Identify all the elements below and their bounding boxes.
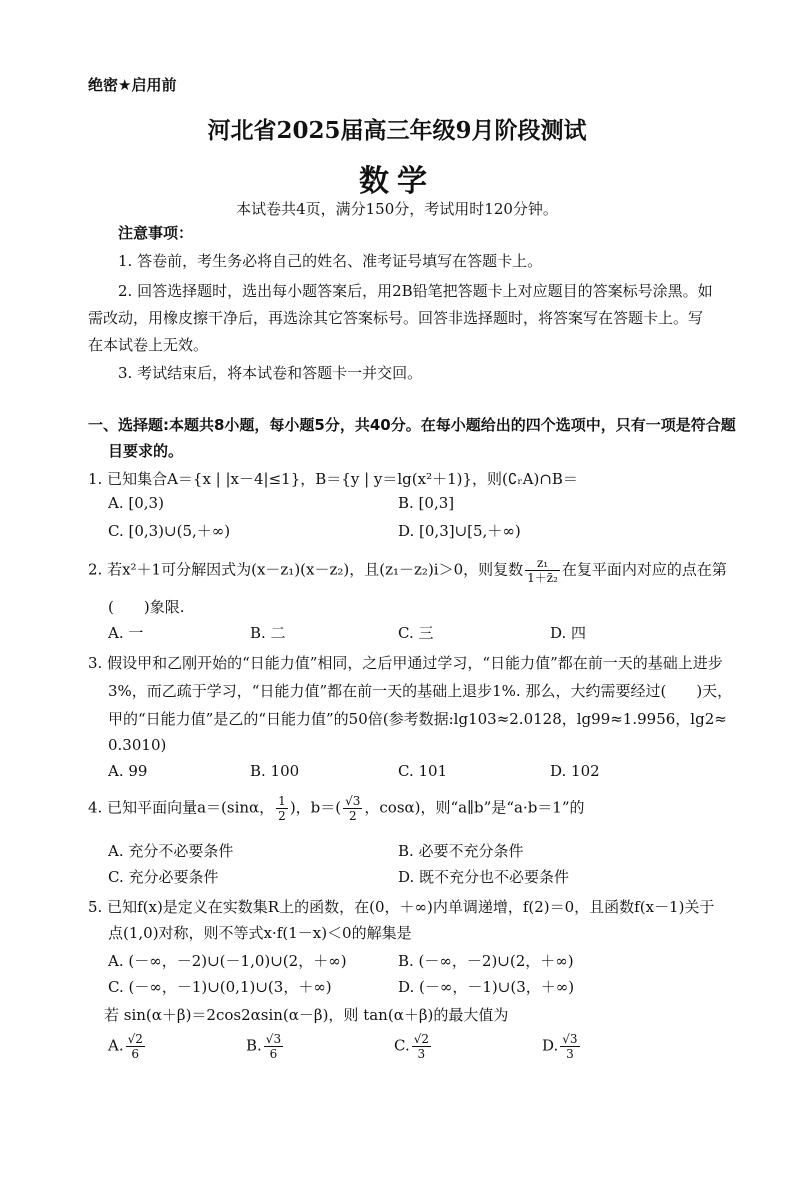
notice-item-2-line3: 在本试卷上无效。 [88, 336, 209, 354]
exam-info: 本试卷共4页，满分150分，考试用时120分钟。 [236, 200, 558, 218]
notice-item-1: 1. 答卷前，考生务必将自己的姓名、准考证号填写在答题卡上。 [118, 252, 543, 270]
question-5-line2: 点(1,0)对称，则不等式x·f(1－x)＜0的解集是 [108, 924, 412, 942]
question-6-option-d [542, 1032, 582, 1061]
option-label: A. [108, 1036, 124, 1055]
fraction-numerator: √3 [345, 794, 361, 808]
fraction-denominator: 2 [348, 809, 357, 823]
question-6-stem: 若 sin(α＋β)＝2cos2αsin(α－β)，则 tan(α＋β)的最大值为 [104, 1006, 509, 1024]
question-4-option-a: A. 充分不必要条件 [108, 842, 234, 860]
option-label: C. [394, 1036, 410, 1055]
fraction-denominator: 6 [131, 1047, 140, 1061]
question-3-line4: 0.3010) [108, 736, 167, 754]
fraction-numerator: √2 [127, 1032, 143, 1046]
subject-title: 数学 [359, 164, 435, 199]
exam-title: 河北省2025届高三年级9月阶段测试 [207, 117, 587, 144]
question-2-stem-pre: 2. 若x²＋1可分解因式为(x－z₁)(x－z₂)，且(z₁－z₂)i＞0，则复数 [88, 560, 524, 579]
notice-item-2-line1: 2. 回答选择题时，选出每小题答案后，用2B铅笔把答题卡上对应题目的答案标号涂黑。如 [118, 282, 713, 300]
fraction-denominator: 3 [566, 1047, 574, 1061]
question-5-option-d: D. (－∞，－1)∪(3，＋∞) [398, 978, 575, 996]
question-6-option-c [394, 1032, 433, 1061]
question-6-option-a [108, 1032, 147, 1061]
question-4-stem-mid: )，b＝( [289, 798, 342, 817]
question-3-option-d: D. 102 [550, 762, 600, 780]
question-4-stem-pre: 4. 已知平面向量a＝(sinα， [88, 798, 275, 817]
fraction-denominator: 1＋z̄₂ [527, 571, 558, 585]
section-heading: 一、选择题:本题共8小题，每小题5分，共40分。在每小题给出的四个选项中，只有一项是符合题 [88, 416, 736, 434]
notice-title: 注意事项： [118, 224, 194, 242]
question-1-stem: 1. 已知集合A＝{x | |x－4|≤1}，B＝{y | y＝lg(x²＋1)}，则(∁ᵣA)∩B＝ [88, 470, 578, 488]
fraction-denominator: 2 [278, 809, 286, 823]
question-3-line1: 3. 假设甲和乙刚开始的“日能力值”相同，之后甲通过学习，“日能力值”都在前一天的基础上进步 [88, 654, 723, 672]
question-3-option-a: A. 99 [108, 762, 148, 780]
fraction-denominator: 3 [417, 1047, 426, 1061]
question-5-option-a: A. (－∞，－2)∪(－1,0)∪(2，＋∞) [108, 952, 347, 970]
notice-item-2-line2: 需改动，用橡皮擦干净后，再选涂其它答案标号。回答非选择题时，将答案写在答题卡上。写 [88, 309, 704, 327]
question-5-option-c: C. (－∞，－1)∪(0,1)∪(3，＋∞) [108, 978, 332, 996]
question-3-line3: 甲的“日能力值”是乙的“日能力值”的50倍(参考数据:lg103≈2.0128，lg99≈1.9956，lg2≈ [108, 710, 727, 728]
question-4-option-b: B. 必要不充分条件 [398, 842, 524, 860]
question-2-stem-post: 在复平面内对应的点在第 [561, 560, 727, 579]
question-3-option-c: C. 101 [398, 762, 448, 780]
question-1-option-b: B. [0,3] [398, 494, 455, 512]
question-2-fraction [525, 556, 560, 585]
question-2-option-a: A. 一 [108, 624, 144, 642]
question-6-option-b [246, 1032, 285, 1061]
fraction-numerator: √3 [265, 1032, 282, 1046]
fraction-denominator: 6 [269, 1047, 278, 1061]
question-2-option-b: B. 二 [250, 624, 286, 642]
question-2-option-d: D. 四 [550, 624, 587, 642]
option-fraction [264, 1032, 283, 1061]
question-2-stem [88, 556, 727, 585]
option-fraction [126, 1032, 145, 1061]
question-4-stem-post: ，cosα)，则“a∥b”是“a·b＝1”的 [364, 798, 585, 817]
question-1-option-c: C. [0,3)∪(5,＋∞) [108, 522, 231, 540]
fraction-numerator: √3 [562, 1032, 578, 1046]
question-4-option-d: D. 既不充分也不必要条件 [398, 868, 570, 886]
question-3-line2: 3%，而乙疏于学习，“日能力值”都在前一天的基础上退步1%. 那么，大约需要经过( )天， [108, 682, 733, 700]
fraction-numerator: 1 [278, 794, 286, 808]
question-5-option-b: B. (－∞，－2)∪(2，＋∞) [398, 952, 574, 970]
question-5-line1: 5. 已知f(x)是定义在实数集R上的函数，在(0，＋∞)内单调递增，f(2)＝0，且函数f(x－1)关于 [88, 898, 715, 916]
question-4-fraction-half [276, 794, 288, 823]
option-label: D. [542, 1036, 559, 1055]
question-2-option-c: C. 三 [398, 624, 434, 642]
option-fraction [560, 1032, 579, 1061]
question-4-stem [88, 794, 585, 823]
option-fraction [412, 1032, 431, 1061]
question-4-fraction-root3 [343, 794, 362, 823]
confidential-label: 绝密★启用前 [88, 76, 177, 94]
question-3-option-b: B. 100 [250, 762, 300, 780]
question-1-option-d: D. [0,3]∪[5,＋∞) [398, 522, 521, 540]
fraction-numerator: √2 [413, 1032, 429, 1046]
question-4-option-c: C. 充分必要条件 [108, 868, 219, 886]
question-1-option-a: A. [0,3) [108, 494, 164, 512]
option-label: B. [246, 1036, 262, 1055]
fraction-numerator: z₁ [525, 556, 560, 571]
section-heading-cont: 目要求的。 [108, 442, 184, 460]
notice-item-3: 3. 考试结束后，将本试卷和答题卡一并交回。 [118, 364, 423, 382]
question-2-stem-line2: ( )象限. [108, 598, 185, 616]
